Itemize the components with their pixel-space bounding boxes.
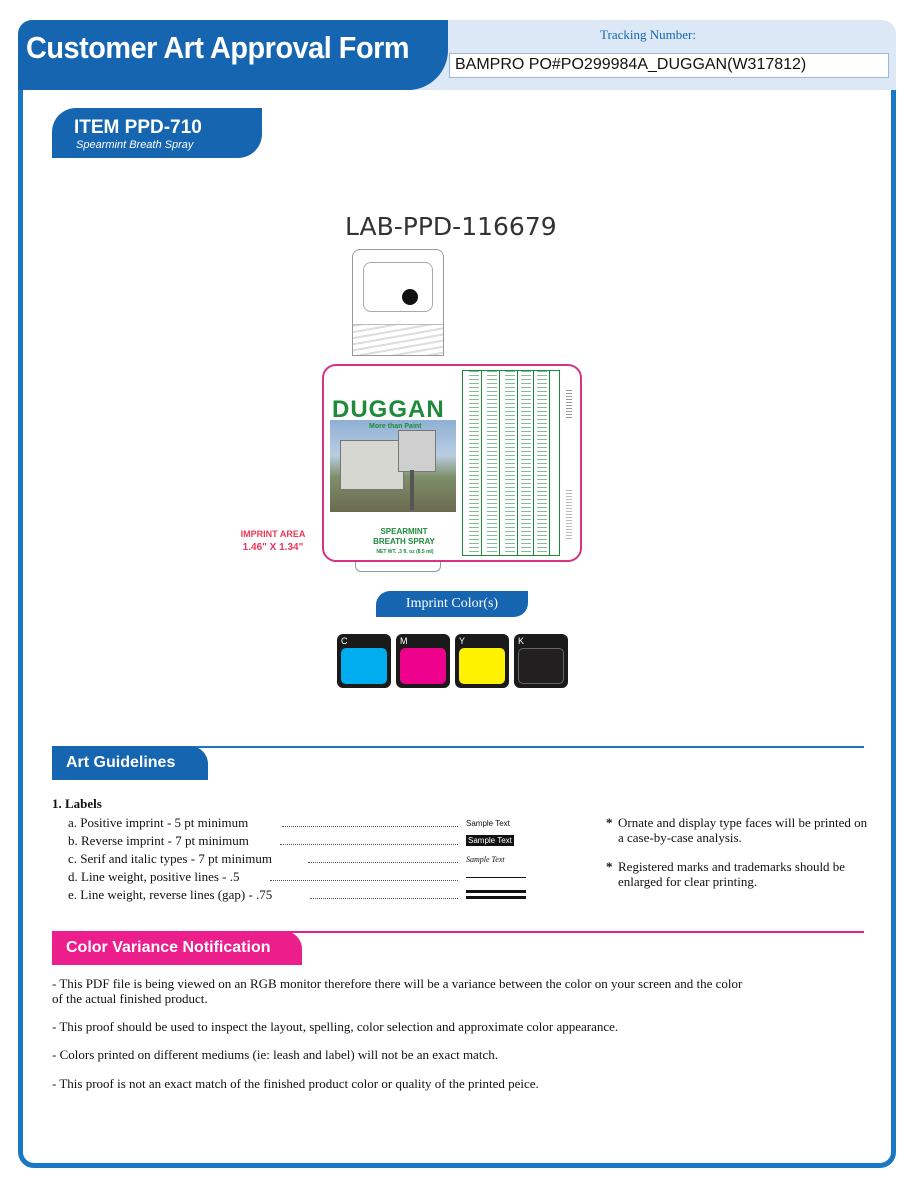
dot-leader (310, 898, 458, 899)
guideline-text: c. Serif and italic types - 7 pt minimum (68, 851, 272, 866)
guideline-text: d. Line weight, positive lines - .5 (68, 869, 240, 884)
side-strip (562, 370, 578, 556)
item-code: ITEM PPD-710 (74, 117, 202, 138)
panel-divider (533, 371, 534, 555)
variance-item: - This PDF file is being viewed on an RGB monitor therefore there will be a variance between the color on your screen and the color of the actual finished product. (52, 976, 743, 1006)
swatch-fill (341, 648, 387, 684)
variance-item: - This proof should be used to inspect the layout, spelling, color selection and approximate color appearance. (52, 1019, 619, 1034)
panel-text-block (505, 371, 515, 555)
panel-divider (517, 371, 518, 555)
label-photo (330, 420, 456, 512)
lab-code: LAB-PPD-116679 (345, 212, 557, 241)
brand-tagline: More than Paint (369, 423, 422, 430)
swatch-fill (459, 648, 505, 684)
photo-sign-post (410, 470, 414, 510)
swatch-letter: Y (459, 636, 466, 646)
art-guidelines-header (52, 746, 864, 780)
product-name-line2: BREATH SPRAY (373, 537, 435, 546)
guideline-text: e. Line weight, reverse lines (gap) - .75 (68, 887, 273, 902)
imprint-area-label (237, 528, 309, 554)
item-name: Spearmint Breath Spray (76, 139, 194, 151)
swatch-letter: C (341, 636, 348, 646)
spray-nozzle-icon (402, 289, 418, 305)
side-text-block (566, 390, 572, 420)
note-asterisk: * (606, 815, 613, 830)
net-weight: NET WT. .3 fl. oz (8.5 ml) (376, 549, 434, 555)
swatch-yellow (455, 634, 509, 688)
swatch-fill (400, 648, 446, 684)
tracking-number-field[interactable]: BAMPRO PO#PO299984A_DUGGAN(W317812) (449, 53, 889, 78)
guideline-row (68, 869, 538, 886)
product-name (346, 527, 462, 547)
panel-text-block (487, 371, 497, 555)
label-artwork (322, 364, 582, 562)
bottle-neck (353, 324, 443, 355)
guideline-row (68, 833, 538, 850)
swatch-magenta (396, 634, 450, 688)
brand-logo: DUGGAN (332, 396, 445, 423)
dot-leader (280, 844, 458, 845)
directions-panel (462, 370, 560, 556)
bottle-cap (363, 262, 433, 312)
bottle-base (355, 562, 441, 572)
guideline-text: a. Positive imprint - 5 pt minimum (68, 815, 249, 830)
panel-divider (499, 371, 500, 555)
note-text: Ornate and display type faces will be printed on a case-by-case analysis. (618, 815, 868, 845)
guideline-row (68, 815, 538, 832)
panel-text-block (537, 371, 547, 555)
art-guidelines-title: Art Guidelines (52, 746, 208, 780)
guideline-row (68, 887, 538, 904)
page-title: Customer Art Approval Form (26, 30, 410, 65)
photo-sign (340, 440, 404, 490)
swatch-letter: K (518, 636, 525, 646)
tracking-number-label: Tracking Number: (600, 27, 696, 42)
imprint-colors-title: Imprint Color(s) (376, 591, 528, 617)
imprint-area-title: IMPRINT AREA (240, 529, 306, 539)
variance-item: - This proof is not an exact match of the finished product color or quality of the printed peice. (52, 1076, 539, 1091)
imprint-area-size: 1.46" X 1.34" (242, 542, 304, 553)
dot-leader (282, 826, 458, 827)
guideline-text: b. Reverse imprint - 7 pt minimum (68, 833, 249, 848)
color-variance-header (52, 931, 864, 965)
swatch-fill (518, 648, 564, 684)
color-variance-title: Color Variance Notification (52, 931, 302, 965)
variance-item: - Colors printed on different mediums (ie: leash and label) will not be an exact match. (52, 1047, 498, 1062)
guideline-row (68, 851, 538, 868)
labels-heading: 1. Labels (52, 796, 102, 811)
note-asterisk: * (606, 859, 613, 874)
sample-positive: Sample Text (466, 819, 510, 828)
panel-divider (549, 371, 550, 555)
side-text-block (566, 490, 572, 540)
dot-leader (270, 880, 458, 881)
swatch-cyan (337, 634, 391, 688)
panel-text-block (521, 371, 531, 555)
sample-reverse-line-bottom (466, 896, 526, 899)
panel-divider (481, 371, 482, 555)
product-name-line1: SPEARMINT (380, 527, 428, 536)
bottle-outline (352, 249, 444, 356)
photo-sign (398, 430, 436, 472)
item-badge (52, 108, 262, 158)
sample-reverse: Sample Text (468, 836, 512, 845)
sample-reverse-line-top (466, 890, 526, 893)
sample-positive-line (466, 877, 526, 878)
note-text: Registered marks and trademarks should be enlarged for clear printing. (618, 859, 846, 889)
swatch-black (514, 634, 568, 688)
panel-text-block (469, 371, 479, 555)
sample-serif: Sample Text (466, 855, 505, 864)
dot-leader (308, 862, 458, 863)
swatch-letter: M (400, 636, 408, 646)
